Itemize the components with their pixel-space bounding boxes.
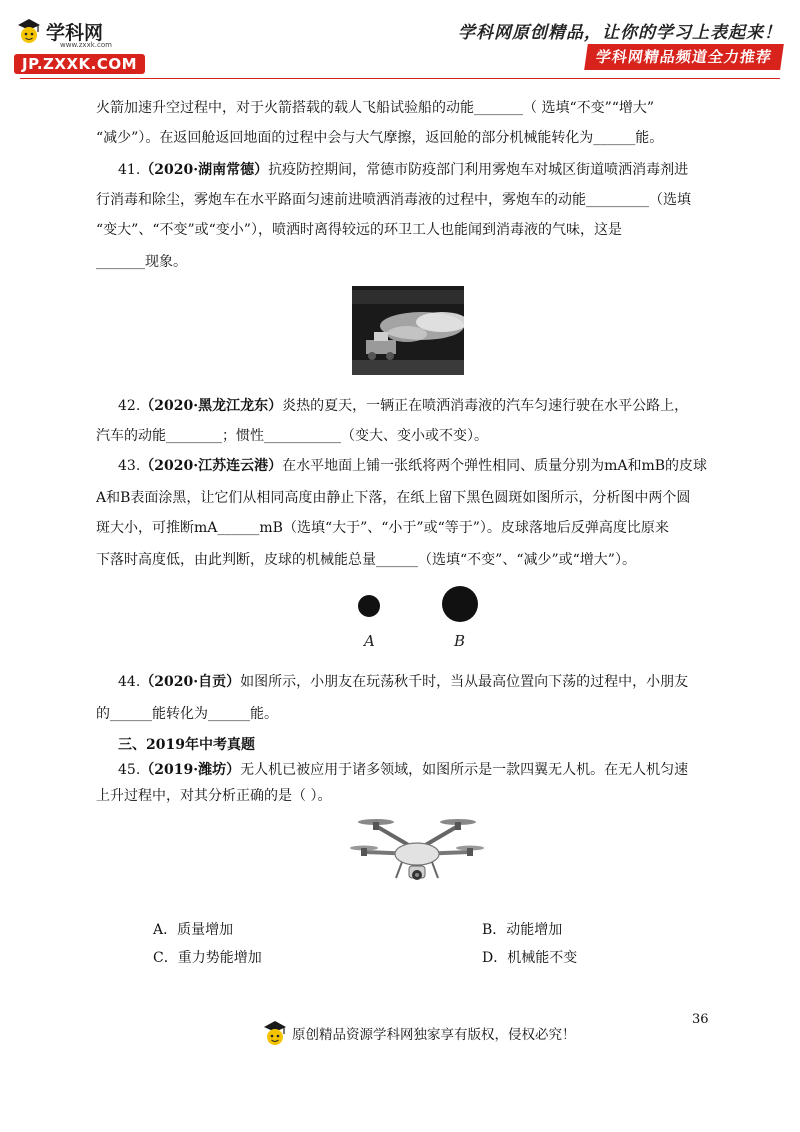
option-a: A．质量增加: [153, 922, 234, 938]
mascot-logo-icon: [260, 1018, 290, 1048]
question-number: 45.: [118, 762, 141, 778]
question-number: 42.: [118, 398, 141, 414]
question-43-line-2: A和B表面涂黑，让它们从相同高度由静止下落，在纸上留下黑色圆斑如图所示，分析图中两个圆: [96, 490, 691, 506]
page-number: 36: [692, 1012, 709, 1027]
logo-name: 学科网: [46, 21, 104, 44]
question-44-line-2: 的______能转化为______能。: [96, 706, 278, 722]
label-a: A: [364, 632, 375, 650]
header-divider: [20, 78, 780, 79]
option-c: C．重力势能增加: [153, 950, 262, 966]
logo-domain-badge: JP.ZXXK.COM: [14, 54, 145, 74]
mascot-logo-icon: [14, 16, 44, 46]
question-42: [118, 396, 688, 416]
question-43-line-4: 下落时高度低，由此判断，皮球的机械能总量______（选填“不变”、“减少”或“增大”）。: [96, 552, 636, 568]
section-heading: 三、2019年中考真题: [118, 737, 255, 753]
question-source: （2020·江苏连云港）: [140, 458, 283, 474]
question-source: （2020·自贡）: [140, 674, 241, 690]
fog-cannon-truck-photo: [352, 286, 464, 375]
question-41-line-3: “变大”、“不变”或“变小”），喷洒时离得较远的环卫工人也能闻到消毒液的气味，这是: [96, 222, 622, 238]
ball-mark-a: [358, 595, 380, 617]
brand-logo: [14, 16, 164, 76]
drone-icon: [350, 802, 484, 892]
question-number: 44.: [118, 674, 141, 690]
channel-badge: 学科网精品频道全力推荐: [584, 44, 784, 70]
question-41-line-2: 行消毒和除尘，雾炮车在水平路面匀速前进喷洒消毒液的过程中，雾炮车的动能_________（选填: [96, 192, 691, 208]
fog-cannon-truck-image: [352, 286, 464, 375]
question-number: 43.: [118, 458, 141, 474]
intro-line-1: 火箭加速升空过程中，对于火箭搭载的载人飞船试验船的动能_______（ 选填“不变”“增大”: [96, 100, 655, 116]
quadcopter-drone-figure: [350, 802, 484, 892]
label-b: B: [454, 632, 466, 650]
question-43: [118, 456, 707, 476]
question-45: [118, 760, 688, 780]
intro-line-2: “减少”）。在返回舱返回地面的过程中会与大气摩擦，返回舱的部分机械能转化为______能。: [96, 130, 664, 146]
question-41-line-4: _______现象。: [96, 254, 187, 270]
question-text: 如图所示，小朋友在玩荡秋千时，当从最高位置向下荡的过程中，小朋友: [240, 674, 689, 690]
ball-mark-b: [442, 586, 478, 622]
footer-copyright: 原创精品资源学科网独家享有版权，侵权必究！: [292, 1027, 576, 1043]
option-d: D．机械能不变: [482, 950, 578, 966]
question-source: （2020·黑龙江龙东）: [140, 398, 283, 414]
question-source: （2019·潍坊）: [140, 762, 241, 778]
question-text: 炎热的夏天，一辆正在喷洒消毒液的汽车匀速行驶在水平公路上，: [282, 398, 689, 414]
logo-url: www.zxxk.com: [60, 41, 112, 49]
question-number: 41.: [118, 162, 141, 178]
footer: [260, 1018, 576, 1048]
question-44: [118, 672, 688, 692]
ball-marks-figure: [355, 584, 485, 654]
question-text: 在水平地面上铺一张纸将两个弹性相同、质量分别为mA和mB的皮球: [282, 458, 708, 474]
header-slogan: 学科网原创精品，让你的学习上表起来！: [458, 23, 782, 43]
question-43-line-3: 斑大小，可推断mA______mB（选填“大于”、“小于”或“等于”）。皮球落地后反弹高度比原来: [96, 520, 669, 536]
question-source: （2020·湖南常德）: [140, 162, 269, 178]
option-b: B．动能增加: [482, 922, 563, 938]
question-45-line-2: 上升过程中，对其分析正确的是（ ）。: [96, 788, 332, 804]
question-text: 抗疫防控期间，常德市防疫部门利用雾炮车对城区街道喷洒消毒剂进: [268, 162, 689, 178]
question-text: 无人机已被应用于诸多领域，如图所示是一款四翼无人机。在无人机匀速: [240, 762, 689, 778]
question-41: [118, 160, 688, 180]
question-42-line-2: 汽车的动能________；惯性___________（变大、变小或不变）。: [96, 428, 488, 444]
